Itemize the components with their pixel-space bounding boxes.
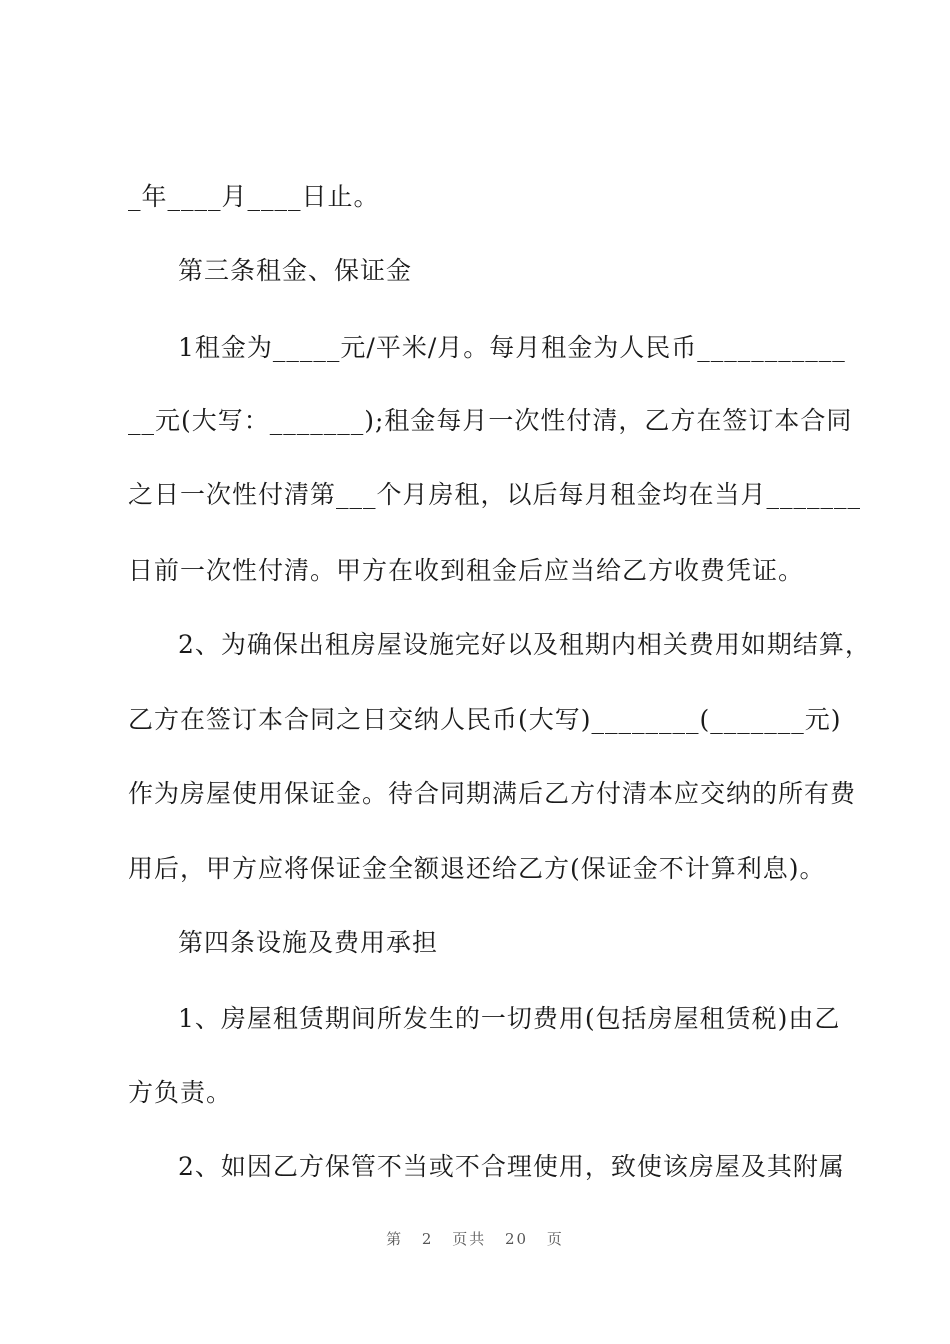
- section-heading: 第四条设施及费用承担: [178, 928, 439, 957]
- text-line: 方负责。: [128, 1078, 233, 1107]
- footer-middle: 页共: [452, 1230, 487, 1248]
- text-line: 作为房屋使用保证金。待合同期满后乙方付清本应交纳的所有费: [128, 779, 857, 808]
- text-line: 2、如因乙方保管不当或不合理使用，致使该房屋及其附属: [178, 1152, 845, 1181]
- footer-current-page: 2: [421, 1230, 434, 1248]
- text-line: __元(大写：_______);租金每月一次性付清，乙方在签订本合同: [128, 406, 853, 435]
- footer-total-pages: 20: [505, 1230, 529, 1248]
- text-line: 之日一次性付清第___个月房租，以后每月租金均在当月_______: [128, 480, 862, 509]
- text-line: 1租金为_____元/平米/月。每月租金为人民币___________: [178, 333, 846, 362]
- footer-prefix: 第: [386, 1230, 404, 1248]
- text-line: 日前一次性付清。甲方在收到租金后应当给乙方收费凭证。: [128, 556, 805, 585]
- text-line: 乙方在签订本合同之日交纳人民币(大写)________(_______元): [128, 705, 842, 734]
- text-line: _年____月____日止。: [128, 182, 380, 211]
- text-line: 2、为确保出租房屋设施完好以及租期内相关费用如期结算，: [178, 630, 871, 659]
- text-line: 用后，甲方应将保证金全额退还给乙方(保证金不计算利息)。: [128, 854, 826, 883]
- text-line: 1、房屋租赁期间所发生的一切费用(包括房屋租赁税)由乙: [178, 1004, 841, 1033]
- section-heading: 第三条租金、保证金: [178, 256, 413, 285]
- page-footer: [0, 1228, 950, 1249]
- footer-suffix: 页: [546, 1230, 564, 1248]
